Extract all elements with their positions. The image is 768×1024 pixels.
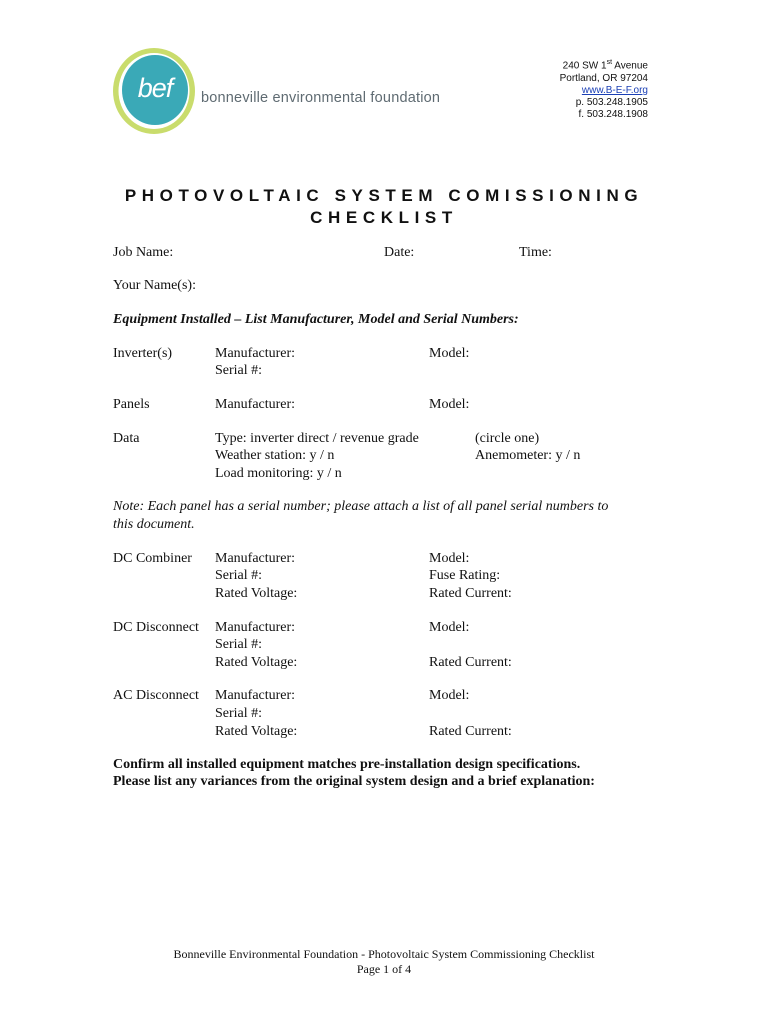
confirm-line2: Please list any variances from the original system design and a brief explanation: bbox=[113, 774, 595, 789]
note-line1: Note: Each panel has a serial number; please attach a list of all panel serial numbers to bbox=[113, 499, 609, 514]
dc-disconnect-label: DC Disconnect bbox=[113, 620, 199, 635]
ac-disconnect-rated-voltage: Rated Voltage: bbox=[215, 724, 298, 739]
dc-disconnect-rated-current: Rated Current: bbox=[429, 655, 512, 670]
confirm-line1: Confirm all installed equipment matches pre-installation design specifications. bbox=[113, 757, 581, 772]
dc-combiner-serial: Serial #: bbox=[215, 568, 263, 583]
dc-combiner-rated-current: Rated Current: bbox=[429, 586, 512, 601]
ac-disconnect-rated-current: Rated Current: bbox=[429, 724, 512, 739]
data-type: Type: inverter direct / revenue grade bbox=[215, 431, 419, 446]
dc-combiner-model: Model: bbox=[429, 551, 470, 566]
date-label: Date: bbox=[384, 245, 415, 260]
dc-combiner-fuse-rating: Fuse Rating: bbox=[429, 568, 501, 583]
dc-combiner-manufacturer: Manufacturer: bbox=[215, 551, 296, 566]
inverters-label: Inverter(s) bbox=[113, 346, 173, 361]
address-line2: Portland, OR 97204 bbox=[559, 72, 648, 84]
panels-model: Model: bbox=[429, 397, 470, 412]
org-name: bonneville environmental foundation bbox=[201, 90, 441, 106]
address-block bbox=[448, 57, 648, 121]
dc-combiner-label: DC Combiner bbox=[113, 551, 192, 566]
dc-disconnect-model: Model: bbox=[429, 620, 470, 635]
ac-disconnect-manufacturer: Manufacturer: bbox=[215, 688, 296, 703]
ac-disconnect-model: Model: bbox=[429, 688, 470, 703]
inverters-model: Model: bbox=[429, 346, 470, 361]
bef-logo bbox=[112, 46, 196, 136]
page-title-line2: CHECKLIST bbox=[310, 208, 458, 227]
data-load-monitoring: Load monitoring: y / n bbox=[215, 466, 342, 481]
inverters-manufacturer: Manufacturer: bbox=[215, 346, 296, 361]
logo-mark-text: bef bbox=[137, 73, 173, 103]
footer-title: Bonneville Environmental Foundation - Photovoltaic System Commissioning Checklist bbox=[173, 947, 595, 961]
data-anemometer: Anemometer: y / n bbox=[475, 448, 581, 463]
dc-combiner-rated-voltage: Rated Voltage: bbox=[215, 586, 298, 601]
inverters-serial: Serial #: bbox=[215, 363, 263, 378]
dc-disconnect-serial: Serial #: bbox=[215, 637, 263, 652]
data-label: Data bbox=[113, 431, 140, 446]
dc-disconnect-manufacturer: Manufacturer: bbox=[215, 620, 296, 635]
address-line1: 240 SW 1st Avenue bbox=[562, 59, 648, 72]
phone: p. 503.248.1905 bbox=[575, 96, 648, 108]
panels-label: Panels bbox=[113, 397, 150, 412]
job-name-label: Job Name: bbox=[113, 245, 174, 260]
footer-page-number: Page 1 of 4 bbox=[356, 962, 412, 976]
data-weather-station: Weather station: y / n bbox=[215, 448, 335, 463]
note-line2: this document. bbox=[113, 517, 195, 532]
dc-disconnect-rated-voltage: Rated Voltage: bbox=[215, 655, 298, 670]
panels-manufacturer: Manufacturer: bbox=[215, 397, 296, 412]
data-circle-one: (circle one) bbox=[475, 431, 540, 446]
page-title-line1: PHOTOVOLTAIC SYSTEM COMISSIONING bbox=[124, 186, 644, 205]
ac-disconnect-serial: Serial #: bbox=[215, 706, 263, 721]
equipment-heading: Equipment Installed – List Manufacturer, Model and Serial Numbers: bbox=[113, 312, 519, 327]
fax: f. 503.248.1908 bbox=[578, 109, 648, 121]
time-label: Time: bbox=[519, 245, 552, 260]
ac-disconnect-label: AC Disconnect bbox=[113, 688, 199, 703]
your-names-label: Your Name(s): bbox=[113, 278, 196, 293]
website-link[interactable]: www.B-E-F.org bbox=[581, 84, 648, 96]
